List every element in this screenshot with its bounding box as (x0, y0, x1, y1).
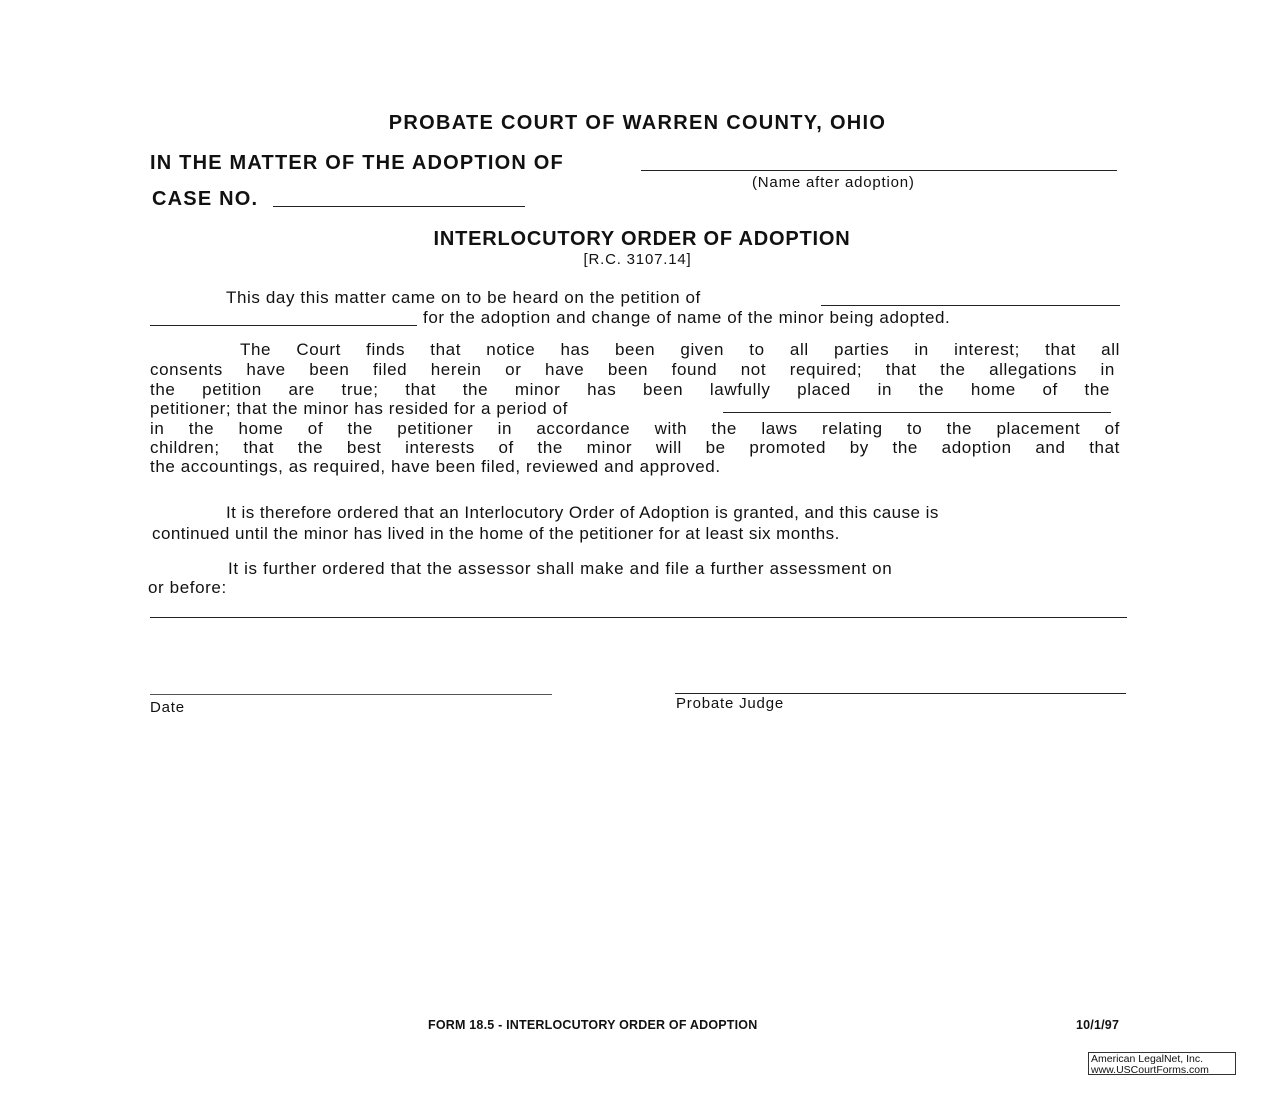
publisher-stamp (1088, 1052, 1236, 1075)
petitioner-name-field[interactable] (821, 305, 1120, 306)
residence-period-field[interactable] (723, 412, 1111, 413)
para2-line3: the petition are true; that the minor has been lawfully placed in the home of the (150, 380, 1110, 399)
matter-label: IN THE MATTER OF THE ADOPTION OF (150, 152, 564, 174)
revision-date: 10/1/97 (1076, 1018, 1120, 1032)
para2-line1: The Court finds that notice has been given to all parties in interest; that all (240, 340, 1120, 359)
publisher-url: www.USCourtForms.com (1091, 1064, 1209, 1076)
date-signature-line[interactable] (150, 694, 552, 695)
para2-line7: the accountings, as required, have been filed, reviewed and approved. (150, 457, 721, 476)
para3-line2: continued until the minor has lived in the home of the petitioner for at least six months. (152, 524, 840, 543)
date-label: Date (150, 699, 185, 716)
form-id: FORM 18.5 - INTERLOCUTORY ORDER OF ADOPTION (428, 1018, 758, 1032)
assessment-date-field[interactable] (150, 617, 1127, 618)
matter-caption: (Name after adoption) (752, 174, 915, 191)
para2-line4: petitioner; that the minor has resided for a period of (150, 399, 568, 418)
adoptee-name-field[interactable] (641, 170, 1117, 171)
para2-line6: children; that the best interests of the minor will be promoted by the adoption and that (150, 438, 1120, 457)
para4-line1: It is further ordered that the assessor shall make and file a further assessment on (228, 559, 893, 578)
para2-line2: consents have been filed herein or have been found not required; that the allegations in (150, 360, 1115, 379)
para1-line1: This day this matter came on to be heard on the petition of (226, 288, 701, 307)
form-title: INTERLOCUTORY ORDER OF ADOPTION (433, 228, 851, 250)
statute-reference: [R.C. 3107.14] (583, 251, 692, 268)
judge-signature-line[interactable] (675, 693, 1126, 694)
petitioner-name-field-cont[interactable] (150, 325, 417, 326)
court-title: PROBATE COURT OF WARREN COUNTY, OHIO (388, 112, 887, 134)
case-no-label: CASE NO. (152, 188, 259, 210)
case-no-field[interactable] (273, 206, 525, 207)
judge-label: Probate Judge (676, 695, 784, 712)
para1-line2: for the adoption and change of name of the minor being adopted. (423, 308, 951, 327)
para3-line1: It is therefore ordered that an Interlocutory Order of Adoption is granted, and this cause is (226, 503, 939, 522)
para2-line5: in the home of the petitioner in accordance with the laws relating to the placement of (150, 419, 1120, 438)
para4-line2: or before: (148, 578, 227, 597)
publisher-name: American LegalNet, Inc. (1091, 1053, 1204, 1065)
